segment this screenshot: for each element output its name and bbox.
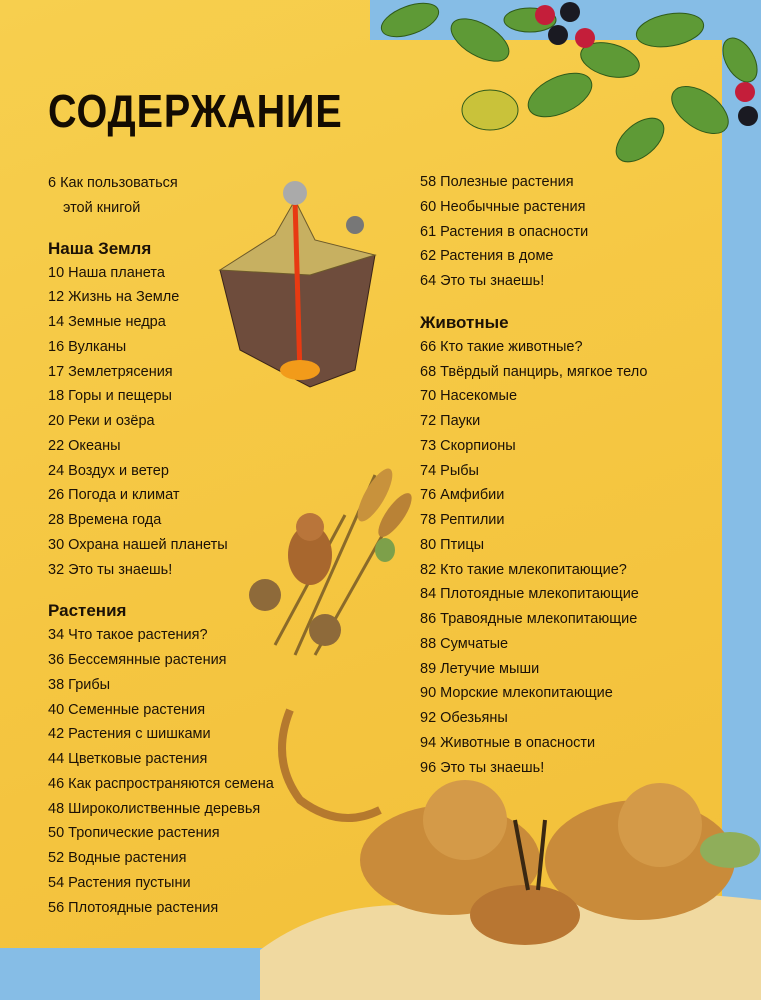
- toc-entry[interactable]: 40 Семенные растения: [48, 701, 206, 718]
- toc-entry[interactable]: 62 Растения в доме: [420, 248, 554, 265]
- toc-entry[interactable]: 72 Пауки: [420, 413, 481, 429]
- toc-entry[interactable]: 30 Охрана нашей планеты: [48, 536, 228, 553]
- toc-entry[interactable]: 73 Скорпионы: [420, 437, 516, 454]
- toc-entry[interactable]: 64 Это ты знаешь!: [420, 273, 545, 289]
- toc-entry[interactable]: 84 Плотоядные млекопитающие: [420, 586, 639, 603]
- toc-entry[interactable]: 90 Морские млекопитающие: [420, 685, 613, 702]
- toc-entry[interactable]: 46 Как распространяются семена: [48, 775, 274, 792]
- toc-entry[interactable]: 94 Животные в опасности: [420, 734, 596, 751]
- toc-entry[interactable]: 66 Кто такие животные?: [420, 338, 583, 355]
- section-heading-earth: Наша Земля: [48, 238, 152, 258]
- toc-entry[interactable]: 80 Птицы: [420, 536, 485, 553]
- toc-entry[interactable]: 17 Землетрясения: [48, 363, 173, 380]
- section-list-plants: [48, 623, 274, 920]
- toc-entry[interactable]: 42 Растения с шишками: [48, 726, 211, 743]
- toc-entry[interactable]: 54 Растения пустыни: [48, 874, 191, 891]
- toc-entry[interactable]: 74 Рыбы: [420, 462, 479, 479]
- toc-entry[interactable]: 68 Твёрдый панцирь, мягкое тело: [420, 363, 648, 380]
- toc-entry[interactable]: 34 Что такое растения?: [48, 627, 208, 644]
- toc-entry[interactable]: 61 Растения в опасности: [420, 223, 589, 240]
- toc-entry[interactable]: 20 Реки и озёра: [48, 413, 155, 429]
- section-list-earth: [48, 261, 274, 583]
- toc-entry[interactable]: 32 Это ты знаешь!: [48, 561, 173, 578]
- toc-entry[interactable]: 16 Вулканы: [48, 338, 127, 355]
- section-heading-animals: Животные: [420, 312, 509, 332]
- toc-entry[interactable]: 86 Травоядные млекопитающие: [420, 611, 638, 627]
- toc-entry[interactable]: 92 Обезьяны: [420, 710, 508, 726]
- section-heading-plants: Растения: [48, 601, 127, 621]
- toc-entry[interactable]: 48 Широколиственные деревья: [48, 800, 261, 817]
- toc-entry[interactable]: 82 Кто такие млекопитающие?: [420, 561, 627, 578]
- toc-entry[interactable]: 14 Земные недра: [48, 314, 166, 330]
- toc-entry[interactable]: 22 Океаны: [48, 437, 121, 454]
- toc-entry[interactable]: 26 Погода и климат: [48, 487, 180, 504]
- toc-entry[interactable]: 38 Грибы: [48, 676, 111, 693]
- toc-entry[interactable]: 89 Летучие мыши: [420, 660, 540, 677]
- toc-entry[interactable]: 44 Цветковые растения: [48, 751, 208, 767]
- toc-entry[interactable]: 96 Это ты знаешь!: [420, 759, 545, 776]
- toc-entry[interactable]: 28 Времена года: [48, 512, 162, 528]
- section-list-plants-cont: [420, 170, 647, 294]
- toc-entry[interactable]: 56 Плотоядные растения: [48, 899, 219, 916]
- toc-entry[interactable]: 58 Полезные растения: [420, 174, 574, 190]
- toc-entry[interactable]: 78 Рептилии: [420, 512, 505, 528]
- page-title: СОДЕРЖАНИЕ: [48, 85, 343, 137]
- toc-entry[interactable]: 24 Воздух и ветер: [48, 462, 169, 479]
- toc-entry[interactable]: 76 Амфибии: [420, 487, 505, 504]
- toc-entry[interactable]: 12 Жизнь на Земле: [48, 289, 180, 306]
- toc-entry[interactable]: 10 Наша планета: [48, 264, 165, 281]
- toc-right-column: [420, 170, 647, 780]
- toc-entry[interactable]: 18 Горы и пещеры: [48, 388, 172, 405]
- toc-entry-intro[interactable]: 6 Как пользоваться: [48, 175, 178, 191]
- toc-entry[interactable]: 70 Насекомые: [420, 388, 518, 405]
- toc-entry[interactable]: 50 Тропические растения: [48, 825, 220, 842]
- bramble-leaves-illustration: [370, 0, 761, 190]
- toc-entry-intro-cont[interactable]: этой книгой: [63, 199, 141, 216]
- toc-entry[interactable]: 60 Необычные растения: [420, 198, 586, 215]
- section-list-animals: [420, 335, 647, 781]
- toc-left-column: [48, 171, 274, 920]
- toc-entry[interactable]: 52 Водные растения: [48, 850, 187, 866]
- toc-entry[interactable]: 88 Сумчатые: [420, 635, 509, 652]
- toc-entry[interactable]: 36 Бессемянные растения: [48, 652, 227, 668]
